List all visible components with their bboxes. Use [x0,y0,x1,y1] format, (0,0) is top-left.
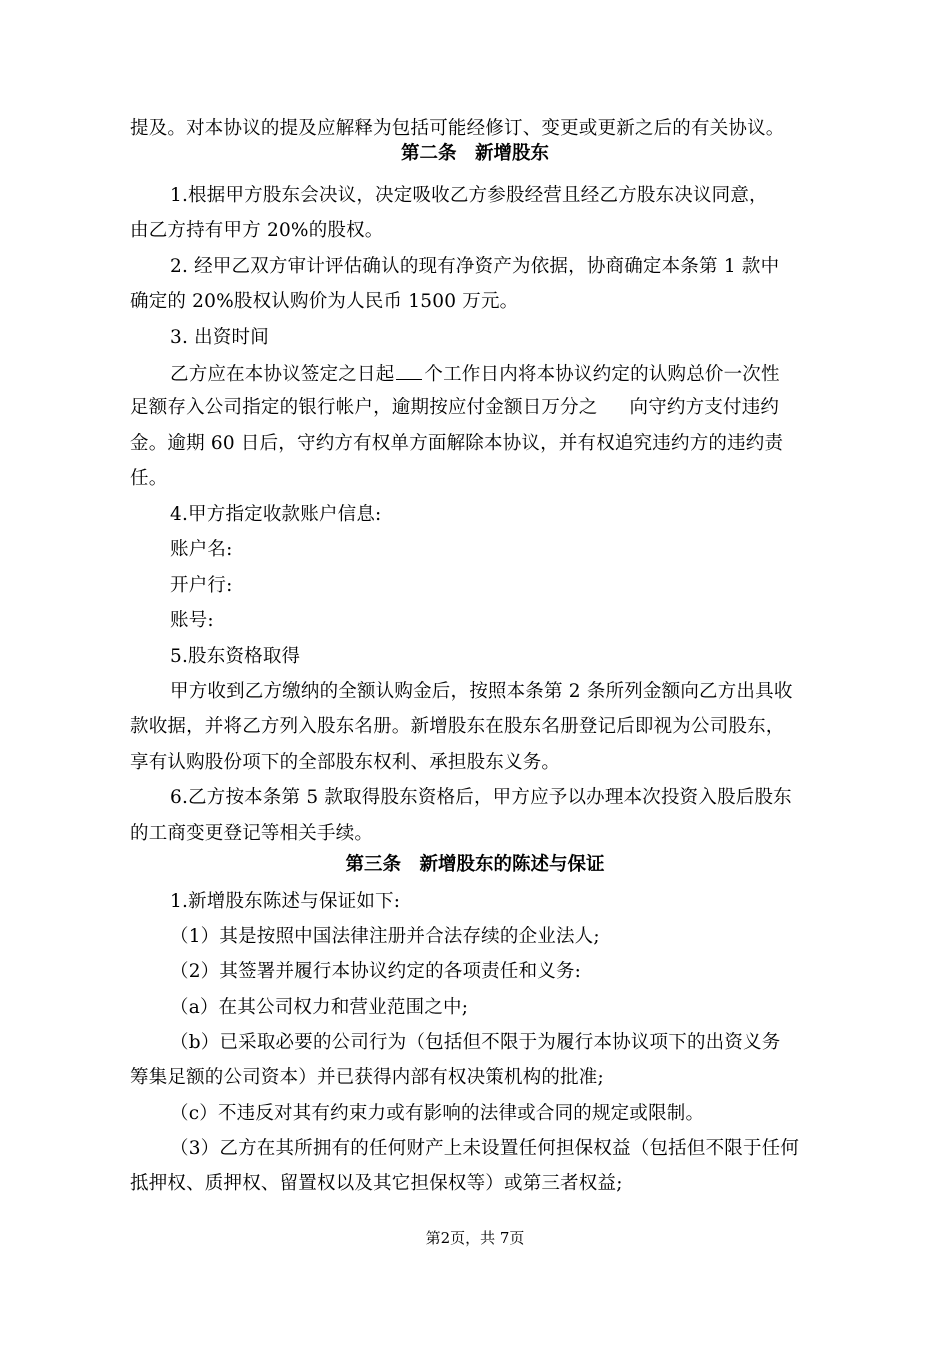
paragraph-line: 抵押权、质押权、留置权以及其它担保权等）或第三者权益; [130,1173,623,1194]
article-heading-3: 第三条 新增股东的陈述与保证 [345,854,605,875]
paragraph-line: （c）不违反对其有约束力或有影响的法律或合同的规定或限制。 [170,1103,705,1124]
text-segment: 个工作日内将本协议约定的认购总价一次性 [424,364,780,385]
paragraph-line: 筹集足额的公司资本）并已获得内部有权决策机构的批准; [130,1067,604,1088]
paragraph-line: （b）已采取必要的公司行为（包括但不限于为履行本协议项下的出资义务 [170,1032,781,1053]
page-number-footer: 第2页，共 7页 [425,1229,525,1247]
paragraph-line: （a）在其公司权力和营业范围之中; [170,997,469,1018]
paragraph-line [130,396,822,420]
paragraph-line: 1.根据甲方股东会决议，决定吸收乙方参股经营且经乙方股东决议同意， [170,185,768,206]
paragraph-line: 4.甲方指定收款账户信息: [170,504,382,525]
paragraph-line: 享有认购股份项下的全部股东权利、承担股东义务。 [130,752,561,773]
paragraph-line: （2）其签署并履行本协议约定的各项责任和义务: [170,961,582,982]
text-segment: 向守约方支付违约 [629,397,780,418]
article-heading-2: 第二条 新增股东 [400,143,549,164]
paragraph-line [170,361,822,387]
paragraph-line: 6.乙方按本条第 5 款取得股东资格后，甲方应予以办理本次投资入股后股东 [170,787,792,808]
text-segment: 足额存入公司指定的银行帐户，逾期按应付金额日万分之 [130,397,598,418]
paragraph-line: （3）乙方在其所拥有的任何财产上未设置任何担保权益（包括但不限于任何 [170,1138,800,1159]
bank-label: 开户行: [170,575,233,596]
text-segment: 乙方应在本协议签定之日起 [170,364,395,385]
account-name-label: 账户名: [170,539,233,560]
paragraph-line: 提及。对本协议的提及应解释为包括可能经修订、变更或更新之后的有关协议。 [130,118,785,139]
paragraph-line: 任。 [130,468,168,489]
account-number-label: 账号: [170,610,214,631]
paragraph-line: 甲方收到乙方缴纳的全额认购金后，按照本条第 2 条所列金额向乙方出具收 [170,681,793,702]
paragraph-line: 款收据，并将乙方列入股东名册。新增股东在股东名册登记后即视为公司股东， [130,716,785,737]
paragraph-line: 的工商变更登记等相关手续。 [130,823,374,844]
paragraph-line: 确定的 20%股权认购价为人民币 1500 万元。 [130,291,519,312]
paragraph-line: 3. 出资时间 [170,327,269,348]
paragraph-line: （1）其是按照中国法律注册并合法存续的企业法人; [170,926,600,947]
blank-underline [396,361,422,380]
paragraph-line: 1.新增股东陈述与保证如下: [170,891,401,912]
paragraph-line: 2. 经甲乙双方审计评估确认的现有净资产为依据，协商确定本条第 1 款中 [170,256,780,277]
paragraph-line: 由乙方持有甲方 20%的股权。 [130,220,384,241]
paragraph-line: 5.股东资格取得 [170,646,301,667]
paragraph-line: 金。逾期 60 日后，守约方有权单方面解除本协议，并有权追究违约方的违约责 [130,433,784,454]
